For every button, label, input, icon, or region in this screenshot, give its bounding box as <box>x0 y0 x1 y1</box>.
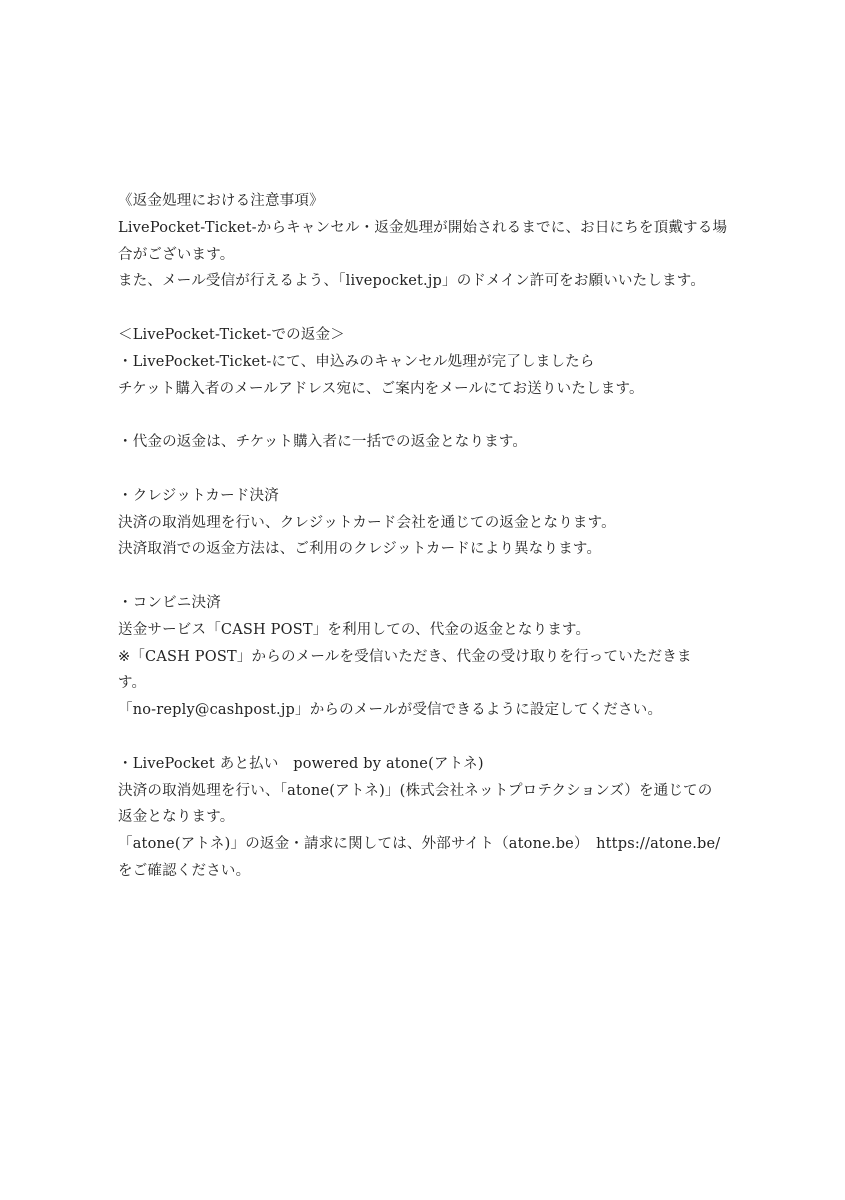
convenience-store-heading: ・コンビニ決済 <box>118 594 221 611</box>
paragraph-gap <box>118 402 738 429</box>
refund-section-heading: ＜LivePocket-Ticket-での返金＞ <box>118 326 345 343</box>
notice-line: 合がございます。 <box>118 246 235 263</box>
refund-section-line: ・LivePocket-Ticket-にて、申込みのキャンセル処理が完了しましたら <box>118 353 595 370</box>
credit-card-line: 決済取消での返金方法は、ご利用のクレジットカードにより異なります。 <box>118 541 602 558</box>
credit-card-heading: ・クレジットカード決済 <box>118 487 279 504</box>
refund-section-line: チケット購入者のメールアドレス宛に、ご案内をメールにてお送りいたします。 <box>118 380 644 397</box>
paragraph-gap <box>118 456 738 483</box>
notice-heading: 《返金処理における注意事項》 <box>118 193 324 209</box>
credit-card-line: 決済の取消処理を行い、クレジットカード会社を通じての返金となります。 <box>118 514 616 531</box>
convenience-store-line: 送金サービス「CASH POST」を利用しての、代金の返金となります。 <box>118 621 591 638</box>
atone-line: 「atone(アトネ)」の返金・請求に関しては、外部サイト（atone.be） https://atone.be/ <box>118 836 721 853</box>
atone-line: をご確認ください。 <box>118 862 251 879</box>
payment-note-line: ・代金の返金は、チケット購入者に一括での返金となります。 <box>118 434 528 451</box>
notice-line: LivePocket-Ticket-からキャンセル・返金処理が開始されるまでに、お日にちを頂戴する場 <box>118 219 728 236</box>
paragraph-gap <box>118 295 738 322</box>
paragraph-gap <box>118 563 738 590</box>
notice-line: また、メール受信が行えるよう、「livepocket.jp」のドメイン許可をお願いいたします。 <box>118 273 706 290</box>
document-body <box>118 188 738 885</box>
convenience-store-line: ※「CASH POST」からのメールを受信いただき、代金の受け取りを行っていただきま <box>118 648 692 665</box>
atone-line: 決済の取消処理を行い、「atone(アトネ)」(株式会社ネットプロテクションズ）を通じての <box>118 782 713 799</box>
convenience-store-line: 「no-reply@cashpost.jp」からのメールが受信できるように設定してください。 <box>118 702 663 719</box>
atone-heading: ・LivePocket あと払い powered by atone(アトネ) <box>118 755 484 772</box>
paragraph-gap <box>118 724 738 751</box>
convenience-store-line: す。 <box>118 675 147 692</box>
atone-line: 返金となります。 <box>118 809 235 826</box>
